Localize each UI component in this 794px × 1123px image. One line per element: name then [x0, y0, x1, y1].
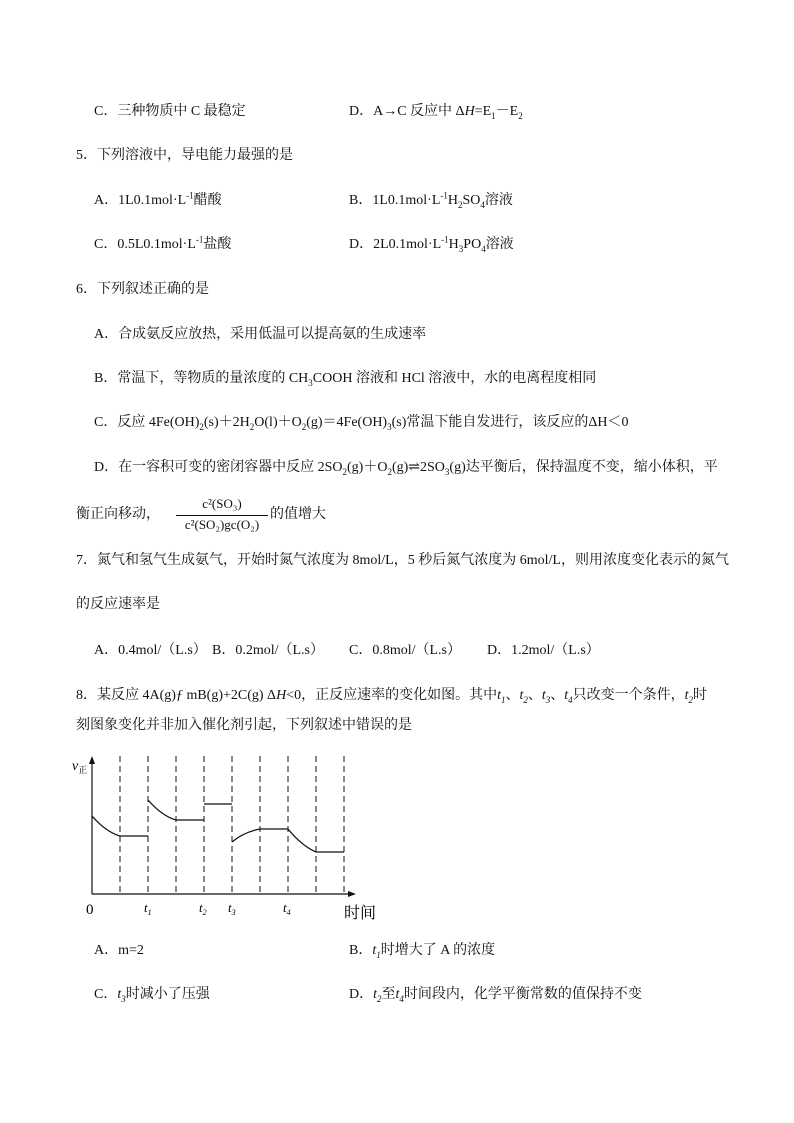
q6-d-s3: 3	[444, 466, 450, 477]
q8-s1-list: 只改变一个条件，	[572, 688, 685, 703]
q8-d-post: 时间段内，化学平衡常数的值保持不变	[403, 987, 642, 1002]
q7-b-text: B．0.2mol/（L.s）	[212, 643, 325, 658]
q6-stem	[76, 280, 209, 300]
q5-option-d[interactable]	[349, 235, 514, 255]
q8-d-t-sub: 2	[377, 993, 382, 1004]
rate-curve	[92, 800, 344, 852]
q8-stem2: 刻图象变化并非加入催化剂引起，下列叙述中错误的是	[76, 718, 412, 733]
q8-s1-t2b-sub: 2	[688, 694, 694, 705]
q6-d-c: (g)⇌2SO	[391, 460, 445, 475]
q5-c-sup: -1	[195, 234, 204, 245]
q7-option-b[interactable]	[212, 641, 324, 661]
tick-t4: $t_4$	[283, 900, 291, 917]
q6-option-d-tail	[270, 505, 326, 525]
q6-d2-post: 的值增大	[270, 507, 326, 522]
q6-a-text: A．合成氨反应放热，采用低温可以提高氨的生成速率	[94, 327, 427, 342]
q4-option-c[interactable]	[94, 102, 246, 122]
tick-t1: $t_1$	[144, 900, 152, 917]
q8-d-t-b-sub: 4	[399, 993, 404, 1004]
q7-stem-line1	[76, 551, 729, 571]
q5-d-sub2: 4	[481, 243, 486, 254]
q6-c-d: (g)＝4Fe(OH)	[306, 415, 388, 430]
q8-c-t: t	[117, 987, 122, 1002]
q8-stem-line1	[76, 686, 707, 706]
q5-option-b[interactable]	[349, 191, 513, 211]
tick-t2: $t_2$	[199, 900, 207, 917]
q5-d-text: D．2L0.1mol·L	[349, 237, 442, 252]
fraction-bar	[176, 515, 268, 516]
rate-time-graph	[66, 752, 396, 924]
q4-option-c-text: C．三种物质中 C 最稳定	[94, 104, 246, 119]
q8-s1-t1-sub: 1	[500, 694, 506, 705]
q6-c-b: (s)＋2H	[203, 415, 250, 430]
equilibrium-fraction	[174, 496, 270, 536]
q8-s1-t2: t	[519, 688, 524, 703]
q4-d-h: H	[464, 104, 475, 119]
q6-d-s2: 2	[387, 466, 392, 477]
q8-b-t-sub: 1	[376, 949, 381, 960]
q5-b-sup: -1	[440, 190, 448, 201]
q8-s1-t2b: t	[684, 688, 689, 703]
q8-s1-sep1: 、	[505, 688, 520, 703]
q8-b-t: t	[372, 943, 377, 958]
q5-b-mid: H	[447, 193, 459, 208]
q8-s1-h: H	[276, 688, 287, 703]
q8-b-pre: B．	[349, 943, 373, 958]
q6-d-b: (g)＋O	[347, 460, 388, 475]
q5-a-sup: -1	[186, 190, 194, 201]
q5-b-sub2: 4	[480, 199, 485, 210]
q7-stem-line2	[76, 595, 160, 615]
q6-c-e: (s)常温下能自发进行，该反应的ΔH＜0	[391, 415, 629, 430]
q8-s1-mid: mB(g)+2C(g) Δ	[186, 688, 277, 703]
q6-option-c[interactable]	[94, 413, 628, 433]
fraction-numerator: c²(SO₃)	[202, 496, 242, 511]
q6-d-d: (g)达平衡后，保持温度不变，缩小体积，平	[449, 460, 718, 475]
q7-d-text: D．1.2mol/（L.s）	[487, 643, 600, 658]
q6-c-s4: 3	[387, 421, 392, 432]
q8-s1-sep3: 、	[550, 688, 565, 703]
q8-c-pre: C．	[94, 987, 118, 1002]
q6-b-post: COOH 溶液和 HCl 溶液中，水的电离程度相同	[312, 371, 597, 386]
q6-option-d[interactable]	[94, 458, 718, 478]
q4-d-sub1: 1	[491, 110, 496, 121]
q6-c-a: C．反应 4Fe(OH)	[94, 415, 200, 430]
q8-stem-line2	[76, 716, 412, 736]
q5-d-sub1: 3	[458, 243, 464, 254]
q4-d-mid2: －E	[495, 104, 519, 119]
q7-option-d[interactable]	[487, 641, 600, 661]
q8-s1-t3: t	[541, 688, 546, 703]
q8-s1-t3-sub: 3	[545, 694, 551, 705]
q8-b-post: 时增大了 A 的浓度	[380, 943, 496, 958]
q5-b-text: B．1L0.1mol·L	[349, 193, 441, 208]
q6-d-s1: 2	[342, 466, 348, 477]
q6-c-c: O(l)＋O	[254, 415, 302, 430]
q5-d-mid2: PO	[463, 237, 482, 252]
q8-s1-sep2: 、	[527, 688, 542, 703]
q8-d-pre: D．	[349, 987, 374, 1002]
q4-option-d[interactable]	[349, 102, 523, 122]
q8-option-a[interactable]	[94, 941, 144, 961]
q6-c-s3: 2	[301, 421, 307, 432]
x-axis-label: 时间	[344, 905, 377, 922]
q5-stem-text: 5．下列溶液中，导电能力最强的是	[76, 148, 293, 163]
q8-c-post: 时减小了压强	[125, 987, 210, 1002]
q6-d-a: D．在一容积可变的密闭容器中反应 2SO	[94, 460, 343, 475]
q5-a-post: 醋酸	[193, 193, 222, 208]
q8-option-b[interactable]	[349, 941, 495, 961]
q5-c-post: 盐酸	[203, 237, 232, 252]
q5-b-sub1: 2	[458, 199, 463, 210]
q5-option-c[interactable]	[94, 235, 231, 255]
q5-stem	[76, 146, 293, 166]
q8-c-t-sub: 3	[121, 993, 126, 1004]
q6-d2-pre: 衡正向移动，	[76, 507, 160, 522]
q8-s1-t4: t	[564, 688, 569, 703]
q7-option-a[interactable]	[94, 641, 207, 661]
q7-option-c[interactable]	[349, 641, 461, 661]
q5-b-post: 溶液	[484, 193, 513, 208]
q6-c-s1: 2	[199, 421, 204, 432]
q4-d-mid: =E	[474, 104, 492, 119]
q5-c-text: C．0.5L0.1mol·L	[94, 237, 196, 252]
q5-b-mid2: SO	[462, 193, 481, 208]
dashed-gridlines	[120, 756, 344, 894]
q4-d-text: D．A→C 反应中 Δ	[349, 104, 465, 119]
q8-s1-pre: 8．某反应 4A(g)	[76, 688, 176, 703]
q8-a-text: A．m=2	[94, 943, 144, 958]
q7-a-text: A．0.4mol/（L.s）	[94, 643, 207, 658]
fraction-denominator: c²(SO₂)gc(O₂)	[184, 517, 260, 532]
q8-option-c[interactable]	[94, 985, 210, 1005]
tick-t3: $t_3$	[228, 900, 236, 917]
q5-option-a[interactable]	[94, 191, 222, 211]
q5-d-mid: H	[448, 237, 459, 252]
q6-b-sub: 3	[308, 377, 313, 388]
q8-d-t-b: t	[395, 987, 400, 1002]
q5-d-sup: -1	[441, 234, 449, 245]
q6-option-a[interactable]	[94, 325, 426, 345]
q7-stem2: 的反应速率是	[76, 597, 160, 612]
q6-stem-text: 6．下列叙述正确的是	[76, 282, 209, 297]
q6-option-b[interactable]	[94, 369, 596, 389]
y-axis-arrow	[89, 756, 95, 764]
q6-b-text: B．常温下，等物质的量浓度的 CH	[94, 371, 309, 386]
q8-s1-t1: t	[497, 688, 501, 703]
q7-c-text: C．0.8mol/（L.s）	[349, 643, 462, 658]
q6-option-d-cont	[76, 505, 160, 525]
q8-s1-t4-sub: 4	[568, 694, 573, 705]
q7-stem1: 7．氮气和氢气生成氨气，开始时氮气浓度为 8mol/L，5 秒后氮气浓度为 6mol/L，则用浓度变化表示的氮气	[76, 553, 729, 568]
q8-s1-t2-tail: 时	[693, 688, 708, 703]
origin-label: 0	[86, 902, 94, 918]
q8-s1-f: ƒ	[175, 688, 183, 703]
q4-d-sub2: 2	[518, 110, 523, 121]
q6-c-s2: 2	[249, 421, 255, 432]
y-axis-label: $v_正$	[72, 759, 88, 775]
q8-s1-mid2: <0，正反应速率的变化如图。其中	[286, 688, 498, 703]
q8-option-d[interactable]	[349, 985, 642, 1005]
q5-d-post: 溶液	[485, 237, 514, 252]
q8-d-mid: 至	[381, 987, 396, 1002]
q8-s1-t2-sub: 2	[523, 694, 528, 705]
x-axis-arrow	[348, 891, 356, 897]
q8-d-t: t	[373, 987, 378, 1002]
q5-a-text: A．1L0.1mol·L	[94, 193, 187, 208]
